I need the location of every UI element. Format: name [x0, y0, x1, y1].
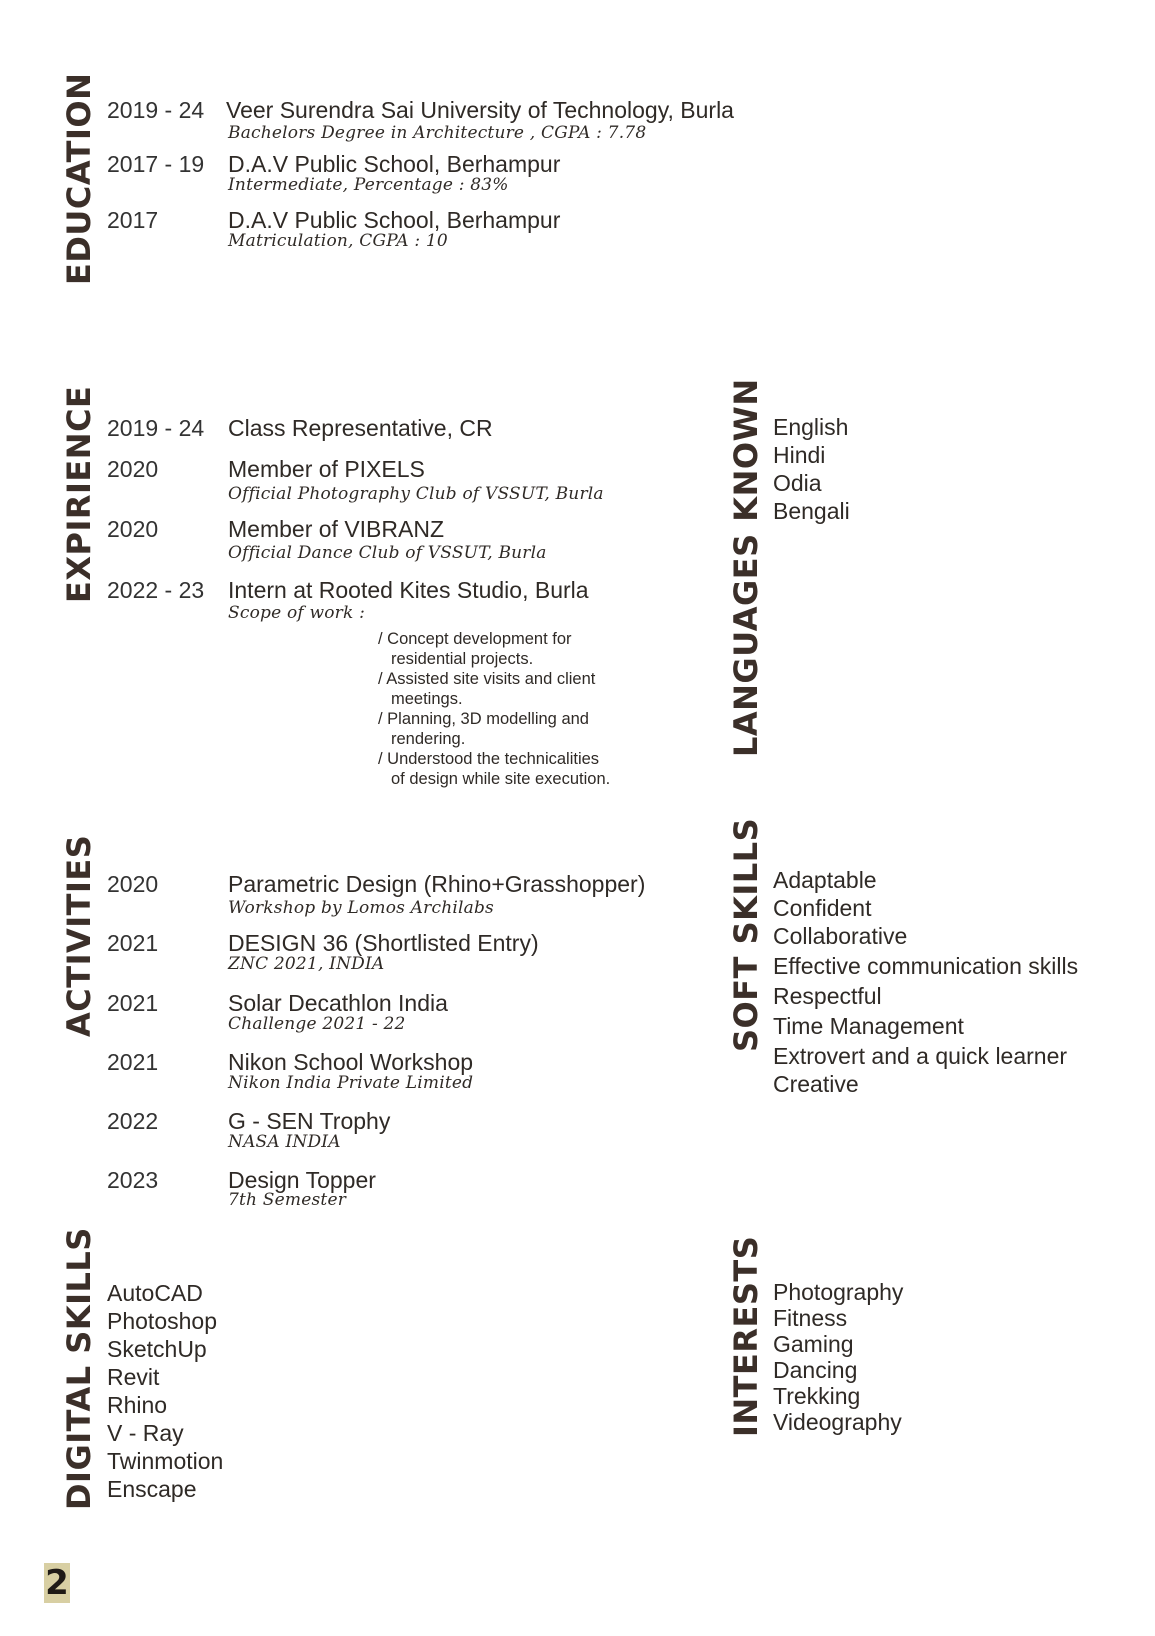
education-sub: Intermediate, Percentage : 83%: [228, 175, 509, 195]
scope-line: / Understood the technicalities: [378, 750, 600, 768]
activity-sub: NASA INDIA: [228, 1132, 341, 1152]
digital-skills-list: [107, 1279, 223, 1503]
scope-line: residential projects.: [391, 650, 534, 668]
experience-year: 2022 - 23: [107, 577, 205, 603]
soft-skills-heading: SOFT SKILLS: [727, 817, 765, 1052]
soft-skill-item: Respectful: [773, 983, 882, 1009]
digital-skill-item: Photoshop: [107, 1308, 217, 1334]
interest-item: Trekking: [773, 1383, 861, 1409]
soft-skill-item: Adaptable: [773, 867, 877, 893]
languages-heading: LANGUAGES KNOWN: [727, 378, 765, 757]
experience-title: Member of PIXELS: [228, 456, 425, 482]
activity-title: Parametric Design (Rhino+Grasshopper): [228, 871, 646, 897]
interest-item: Videography: [773, 1409, 902, 1435]
digital-skill-item: Enscape: [107, 1476, 197, 1502]
activity-sub: 7th Semester: [228, 1190, 347, 1210]
activity-year: 2021: [107, 1049, 159, 1075]
scope-line: of design while site execution.: [391, 770, 611, 788]
digital-skills-heading: DIGITAL SKILLS: [60, 1227, 98, 1510]
digital-skill-item: V - Ray: [107, 1420, 184, 1446]
experience-year: 2019 - 24: [107, 415, 205, 441]
soft-skill-item: Extrovert and a quick learner: [773, 1043, 1068, 1069]
experience-sub: Scope of work :: [228, 603, 366, 623]
activities-heading: ACTIVITIES: [60, 834, 98, 1037]
interest-item: Photography: [773, 1279, 904, 1305]
soft-skill-item: Confident: [773, 895, 872, 921]
education-sub: Matriculation, CGPA : 10: [228, 231, 448, 251]
scope-line: meetings.: [391, 690, 463, 708]
activity-year: 2021: [107, 990, 159, 1016]
digital-skill-item: Twinmotion: [107, 1448, 224, 1474]
interests-heading: INTERESTS: [727, 1235, 765, 1437]
activity-title: G - SEN Trophy: [228, 1108, 391, 1134]
language-item: Hindi: [773, 442, 826, 468]
scope-of-work-list: [378, 629, 610, 789]
language-item: Bengali: [773, 498, 850, 524]
activity-sub: Nikon India Private Limited: [228, 1073, 474, 1093]
interest-item: Fitness: [773, 1305, 848, 1331]
scope-line: rendering.: [391, 730, 466, 748]
soft-skills-list: [773, 866, 1078, 1098]
scope-line: / Planning, 3D modelling and: [378, 710, 589, 728]
experience-title: Class Representative, CR: [228, 415, 493, 441]
experience-year: 2020: [107, 516, 159, 542]
education-title: D.A.V Public School, Berhampur: [228, 151, 561, 177]
interest-item: Gaming: [773, 1331, 854, 1357]
interest-item: Dancing: [773, 1357, 858, 1383]
soft-skill-item: Time Management: [773, 1013, 964, 1039]
education-year: 2017: [107, 207, 159, 233]
experience-sub: Official Photography Club of VSSUT, Burla: [228, 484, 604, 504]
activity-title: DESIGN 36 (Shortlisted Entry): [228, 930, 539, 956]
scope-line: / Assisted site visits and client: [378, 670, 596, 688]
experience-year: 2020: [107, 456, 159, 482]
education-year: 2019 - 24: [107, 97, 205, 123]
digital-skill-item: Rhino: [107, 1392, 168, 1418]
activity-title: Design Topper: [228, 1167, 376, 1193]
activity-sub: Challenge 2021 - 22: [228, 1014, 406, 1034]
activity-year: 2022: [107, 1108, 159, 1134]
languages-list: [773, 413, 850, 525]
soft-skill-item: Creative: [773, 1071, 859, 1097]
language-item: English: [773, 414, 849, 440]
experience-sub: Official Dance Club of VSSUT, Burla: [228, 543, 547, 563]
experience-heading: EXPIRIENCE: [60, 385, 98, 603]
education-year: 2017 - 19: [107, 151, 205, 177]
experience-title: Member of VIBRANZ: [228, 516, 444, 542]
activity-sub: ZNC 2021, INDIA: [228, 954, 385, 974]
activity-title: Nikon School Workshop: [228, 1049, 474, 1075]
activity-year: 2020: [107, 871, 159, 897]
page-number-badge: 2: [45, 1563, 69, 1603]
scope-line: / Concept development for: [378, 630, 572, 648]
soft-skill-item: Effective communication skills: [773, 953, 1079, 979]
soft-skill-item: Collaborative: [773, 923, 908, 949]
activity-title: Solar Decathlon India: [228, 990, 448, 1016]
language-item: Odia: [773, 470, 822, 496]
education-heading: EDUCATION: [60, 72, 98, 285]
activity-year: 2021: [107, 930, 159, 956]
digital-skill-item: Revit: [107, 1364, 160, 1390]
interests-list: [773, 1279, 903, 1435]
activity-sub: Workshop by Lomos Archilabs: [228, 898, 494, 918]
education-title: D.A.V Public School, Berhampur: [228, 207, 561, 233]
digital-skill-item: AutoCAD: [107, 1280, 203, 1306]
education-sub: Bachelors Degree in Architecture , CGPA : 7.78: [228, 123, 647, 143]
digital-skill-item: SketchUp: [107, 1336, 207, 1362]
experience-title: Intern at Rooted Kites Studio, Burla: [228, 577, 589, 603]
education-title: Veer Surendra Sai University of Technology, Burla: [226, 97, 734, 123]
activity-year: 2023: [107, 1167, 159, 1193]
